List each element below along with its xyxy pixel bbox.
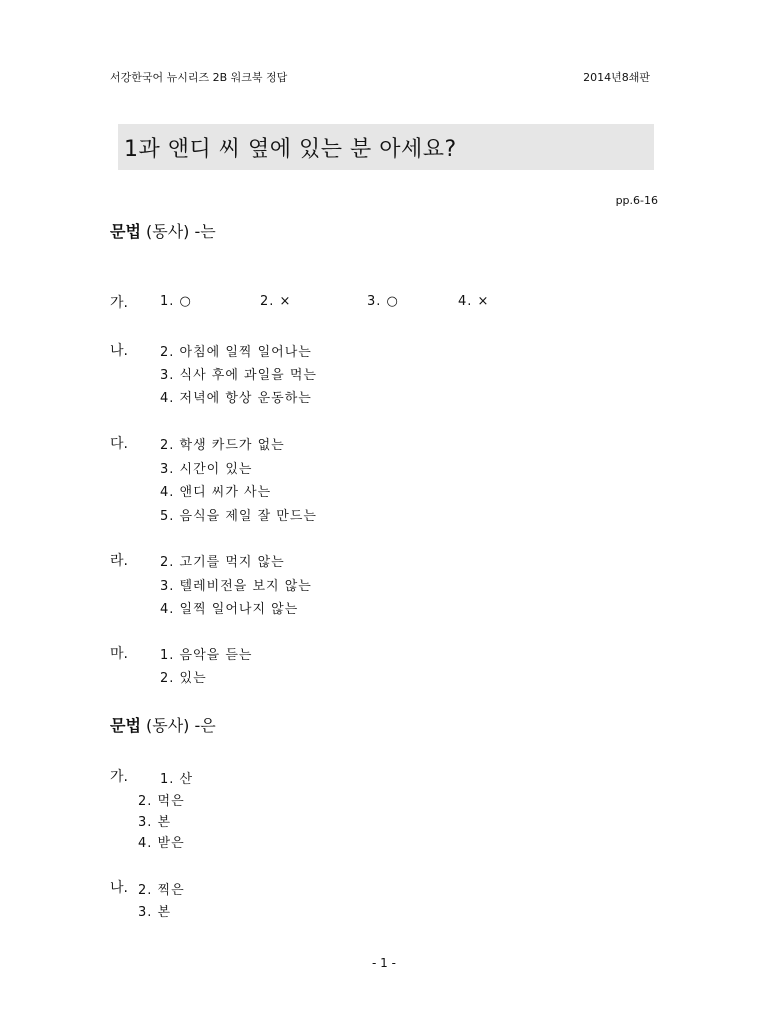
- lesson-title-box: [118, 124, 654, 170]
- s1-da-item: 4. 앤디 씨가 사는: [160, 485, 272, 500]
- s2-ga-item: 1. 산: [160, 772, 194, 787]
- s1-na-item: 2. 아침에 일찍 일어나는: [160, 345, 312, 360]
- s2-ga-item: 3. 본: [138, 815, 172, 830]
- s1-na-item: 3. 식사 후에 과일을 먹는: [160, 368, 317, 383]
- s2-ga-item: 2. 먹은: [138, 794, 185, 809]
- s1-ma-item: 1. 음악을 듣는: [160, 648, 253, 663]
- header-book-title: 서강한국어 뉴시리즈 2B 워크북 정답: [110, 71, 288, 84]
- s1-na-label: 나.: [110, 343, 128, 359]
- s2-na-label: 나.: [110, 880, 128, 896]
- s1-ga-item: 4. ×: [458, 294, 490, 309]
- section-heading-2: [110, 713, 216, 736]
- s1-ra-item: 2. 고기를 먹지 않는: [160, 555, 285, 570]
- s1-ga-label: 가.: [110, 295, 128, 311]
- s1-ma-label: 마.: [110, 646, 128, 662]
- s2-na-item: 3. 본: [138, 905, 172, 920]
- s1-da-item: 3. 시간이 있는: [160, 462, 253, 477]
- section-heading-2-rest: (동사) -은: [140, 716, 216, 735]
- s1-ga-item: 2. ×: [260, 294, 292, 309]
- lesson-title: 1과 앤디 씨 옆에 있는 분 아세요?: [124, 136, 457, 162]
- s1-na-item: 4. 저녁에 항상 운동하는: [160, 391, 312, 406]
- s2-ga-item: 4. 받은: [138, 836, 185, 851]
- s1-ga-item: 3. ○: [367, 294, 399, 309]
- s2-ga-label: 가.: [110, 769, 128, 785]
- s1-da-item: 5. 음식을 제일 잘 만드는: [160, 509, 317, 524]
- s1-da-item: 2. 학생 카드가 없는: [160, 438, 285, 453]
- s1-ra-item: 4. 일찍 일어나지 않는: [160, 602, 299, 617]
- section-heading-1-rest: (동사) -는: [140, 222, 216, 241]
- header-edition: 2014년8쇄판: [583, 71, 650, 84]
- section-heading-2-bold: 문법: [110, 716, 141, 735]
- s1-ra-item: 3. 텔레비전을 보지 않는: [160, 579, 312, 594]
- s1-ra-label: 라.: [110, 553, 128, 569]
- s1-da-label: 다.: [110, 436, 128, 452]
- section-heading-1: [110, 219, 216, 242]
- s1-ga-item: 1. ○: [160, 294, 192, 309]
- section-heading-1-bold: 문법: [110, 222, 141, 241]
- s2-na-item: 2. 찍은: [138, 883, 185, 898]
- page-range: pp.6-16: [615, 194, 658, 207]
- page-number: - 1 -: [372, 956, 396, 970]
- s1-ma-item: 2. 있는: [160, 671, 207, 686]
